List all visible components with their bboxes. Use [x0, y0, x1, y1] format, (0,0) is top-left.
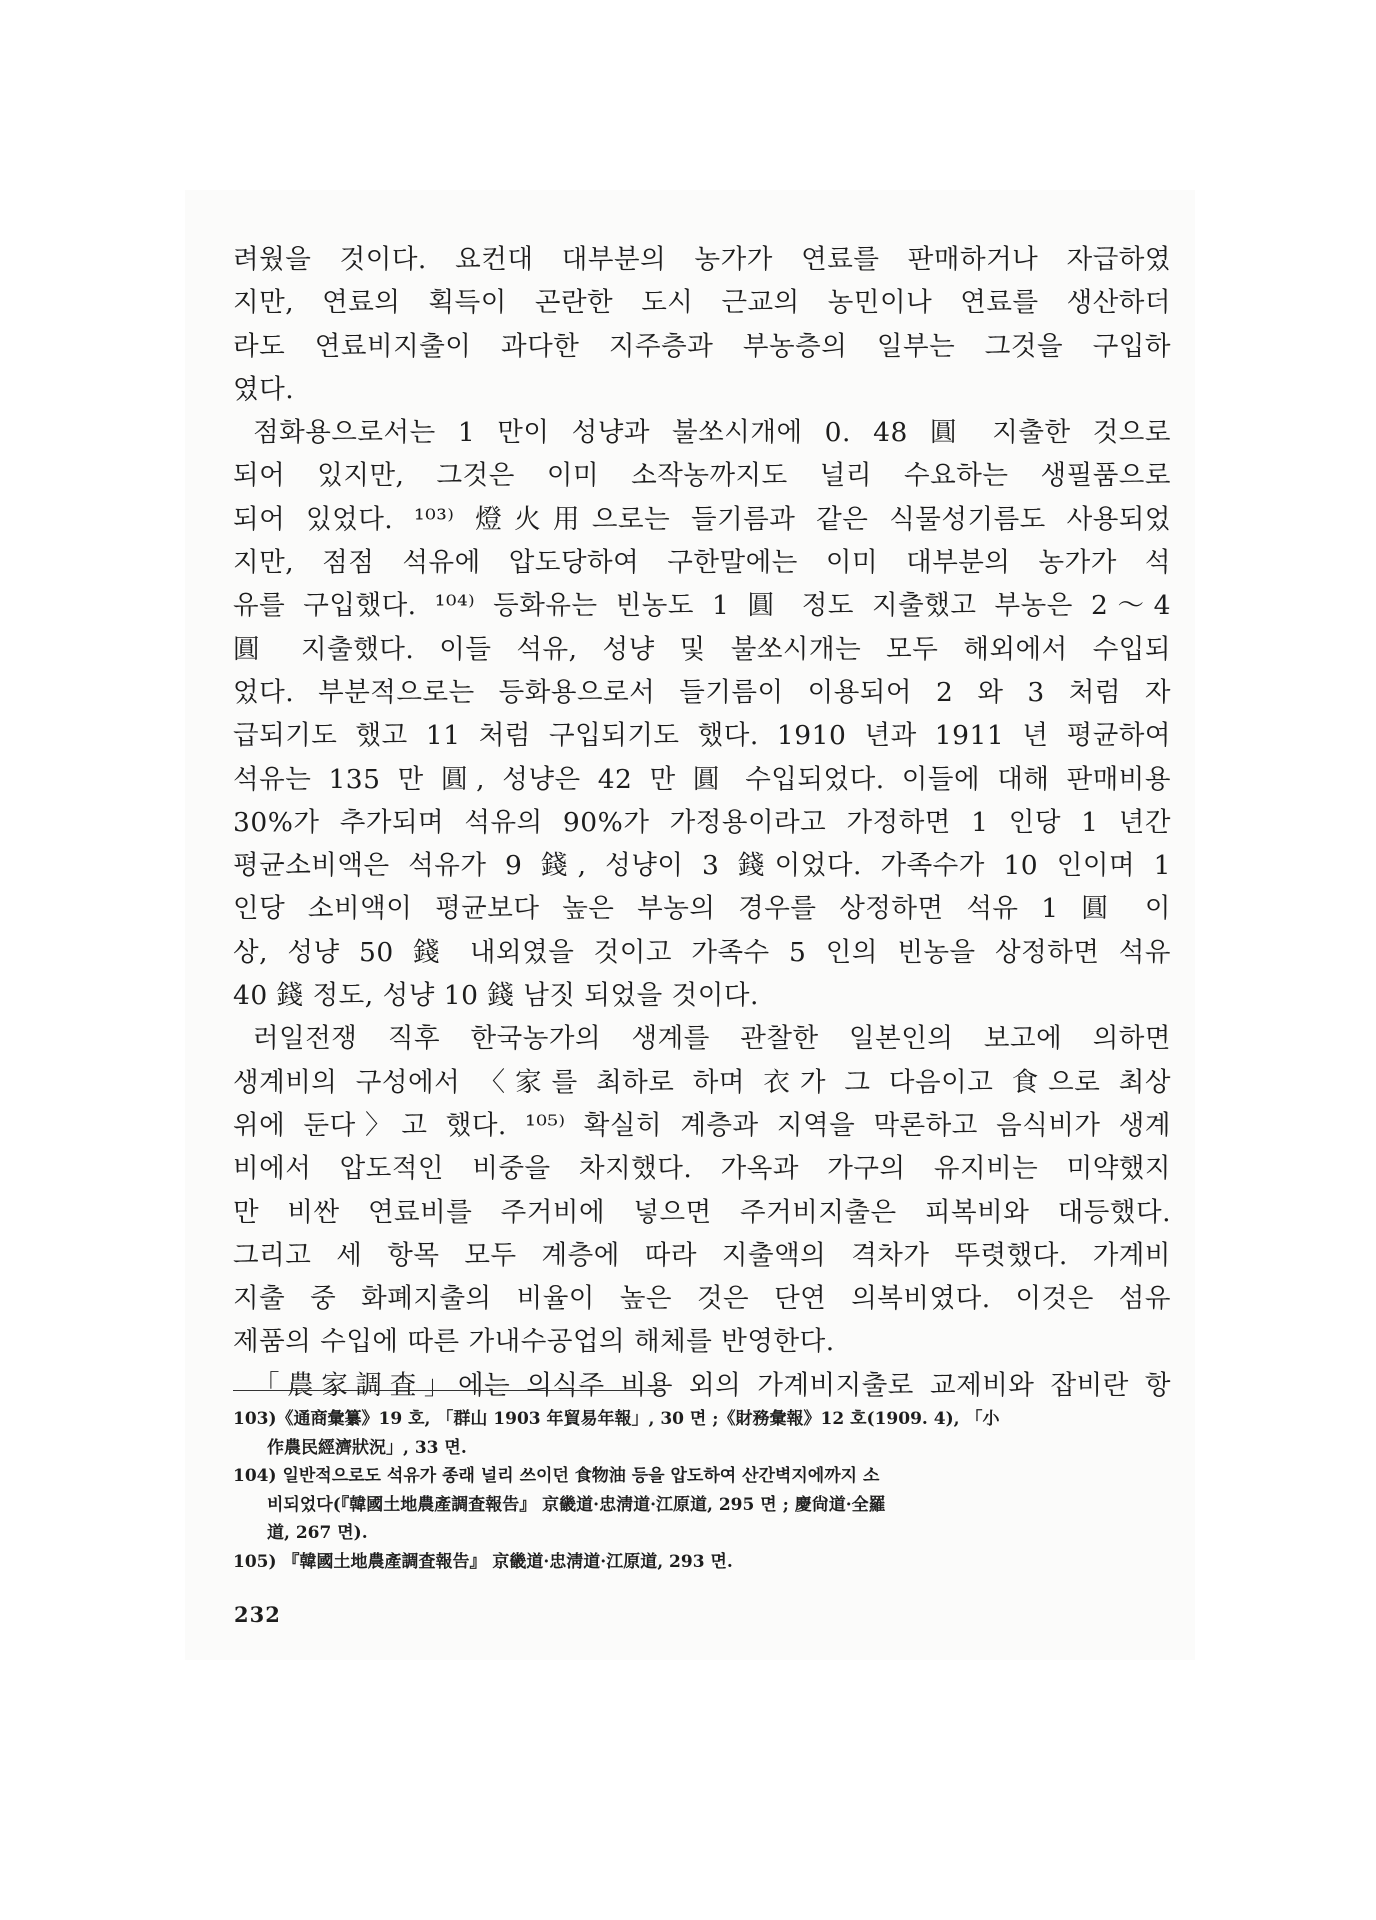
body-line: 석유는 135 만 圓, 성냥은 42 만 圓 수입되었다. 이들에 대해 판매비용 — [233, 763, 1171, 795]
footnote-line: 作農民經濟狀況」, 33 면. — [267, 1437, 467, 1458]
body-line: 「農家調査」에는 의식주 비용 외의 가계비지출로 교제비와 잡비란 항 — [253, 1369, 1171, 1401]
footnote-line: 104) 일반적으로도 석유가 종래 널리 쓰이던 食物油 등을 압도하여 산간벽지에까지 소 — [233, 1466, 880, 1486]
body-line: 러일전쟁 직후 한국농가의 생계를 관찰한 일본인의 보고에 의하면 — [253, 1023, 1171, 1055]
body-line: 비에서 압도적인 비중을 차지했다. 가옥과 가구의 유지비는 미약했지 — [233, 1153, 1171, 1185]
body-line: 상, 성냥 50 錢 내외였을 것이고 가족수 5 인의 빈농을 상정하면 석유 — [233, 936, 1171, 968]
body-line: 점화용으로서는 1 만이 성냥과 불쏘시개에 0. 48 圓 지출한 것으로 — [253, 417, 1171, 449]
body-line: 되어 있었다. ¹⁰³⁾ 燈火用으로는 들기름과 같은 식물성기름도 사용되었 — [233, 503, 1171, 535]
footnote-line: 103)《通商彙纂》19 호, 「群山 1903 年貿易年報」, 30 면 ;《財務彙報》12 호(1909. 4), 「小 — [233, 1409, 1000, 1429]
body-line: 되어 있지만, 그것은 이미 소작농까지도 널리 수요하는 생필품으로 — [233, 460, 1171, 492]
body-line: 만 비싼 연료비를 주거비에 넣으면 주거비지출은 피복비와 대등했다. — [233, 1196, 1171, 1228]
body-text — [233, 238, 1171, 1407]
body-line: 圓 지출했다. 이들 석유, 성냥 및 불쏘시개는 모두 해외에서 수입되 — [233, 633, 1171, 665]
body-line: 인당 소비액이 평균보다 높은 부농의 경우를 상정하면 석유 1 圓 이 — [233, 893, 1171, 925]
body-line: 40 錢 정도, 성냥 10 錢 남짓 되었을 것이다. — [233, 980, 759, 1012]
page-number: 232 — [234, 1602, 281, 1627]
footnotes — [233, 1405, 1171, 1576]
body-line: 생계비의 구성에서 〈家를 최하로 하며 衣가 그 다음이고 食으로 최상 — [233, 1066, 1171, 1098]
body-line: 지출 중 화폐지출의 비율이 높은 것은 단연 의복비였다. 이것은 섬유 — [233, 1283, 1171, 1315]
body-line: 었다. 부분적으로는 등화용으로서 들기름이 이용되어 2 와 3 처럼 자 — [233, 676, 1171, 708]
body-line: 유를 구입했다. ¹⁰⁴⁾ 등화유는 빈농도 1 圓 정도 지출했고 부농은 2～4 — [233, 590, 1171, 622]
body-line: 였다. — [233, 373, 295, 405]
footnote-line: 道, 267 면). — [267, 1523, 368, 1543]
footnote-divider — [233, 1390, 663, 1391]
body-line: 30%가 추가되며 석유의 90%가 가정용이라고 가정하면 1 인당 1 년간 — [233, 806, 1171, 838]
body-line: 위에 둔다〉고 했다. ¹⁰⁵⁾ 확실히 계층과 지역을 막론하고 음식비가 생계 — [233, 1109, 1171, 1141]
body-line: 제품의 수입에 따른 가내수공업의 해체를 반영한다. — [233, 1326, 835, 1358]
body-line: 그리고 세 항목 모두 계층에 따라 지출액의 격차가 뚜렷했다. 가계비 — [233, 1239, 1171, 1271]
body-line: 지만, 점점 석유에 압도당하여 구한말에는 이미 대부분의 농가가 석 — [233, 547, 1171, 579]
body-line: 평균소비액은 석유가 9 錢, 성냥이 3 錢이었다. 가족수가 10 인이며 1 — [233, 850, 1171, 882]
footnote-line: 105) 『韓國土地農產調査報告』 京畿道·忠淸道·江原道, 293 면. — [233, 1551, 733, 1572]
footnote-line: 비되었다(『韓國土地農產調査報告』 京畿道·忠淸道·江原道, 295 면 ; 慶尙道·全羅 — [267, 1494, 886, 1515]
body-line: 려웠을 것이다. 요컨대 대부분의 농가가 연료를 판매하거나 자급하였 — [233, 244, 1171, 275]
body-line: 급되기도 했고 11 처럼 구입되기도 했다. 1910 년과 1911 년 평균하여 — [233, 720, 1171, 752]
body-line: 지만, 연료의 획득이 곤란한 도시 근교의 농민이나 연료를 생산하더 — [233, 287, 1171, 319]
body-line: 라도 연료비지출이 과다한 지주층과 부농층의 일부는 그것을 구입하 — [233, 330, 1171, 362]
